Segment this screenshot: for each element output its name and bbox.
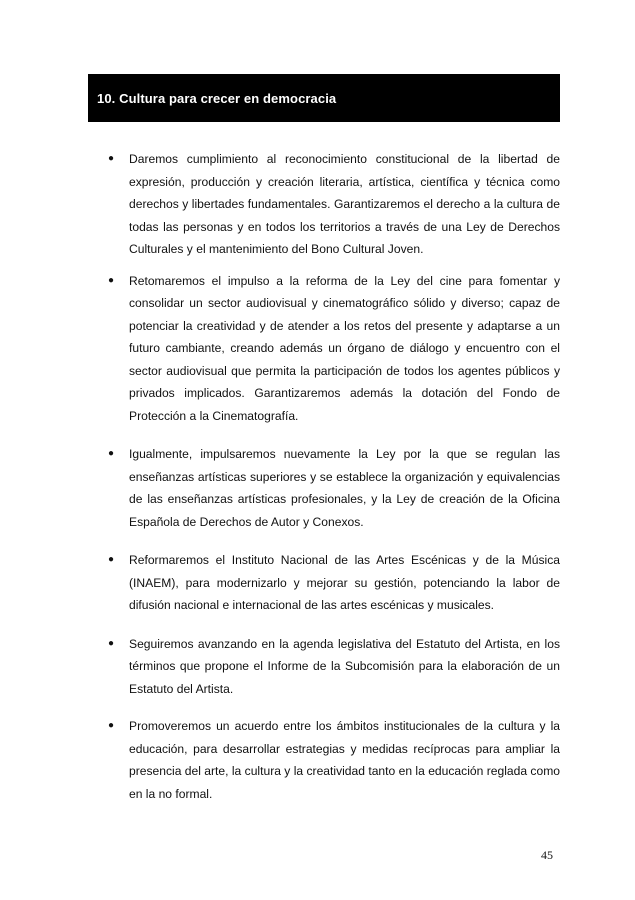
- list-item-text: Promoveremos un acuerdo entre los ámbitos institucionales de la cultura y la educación, para desarrollar estrategias y medidas recíprocas para ampliar la presencia del arte, la cultura y la creatividad tanto en la educación reglada como en la no formal.: [129, 719, 560, 801]
- bullet-list: [108, 148, 560, 805]
- bullet-icon: ●: [108, 274, 115, 286]
- list-item: [108, 633, 560, 701]
- bullet-icon: ●: [108, 153, 115, 164]
- list-item-text: Seguiremos avanzando en la agenda legislativa del Estatuto del Artista, en los términos que propone el Informe de la Subcomisión para la elaboración de un Estatuto del Artista.: [129, 636, 560, 696]
- list-item: [108, 549, 560, 617]
- bullet-icon: ●: [108, 637, 115, 649]
- list-item-text: Igualmente, impulsaremos nuevamente la Ley por la que se regulan las enseñanzas artísticas superiores y se establece la organización y equivalencias de las enseñanzas artísticas profesionales, y la Ley de creación de la Oficina Española de Derechos de Autor y Conexos.: [129, 447, 560, 529]
- section-header: [88, 74, 560, 122]
- bullet-icon: ●: [108, 720, 115, 731]
- list-item: [108, 148, 560, 261]
- list-item: [108, 443, 560, 533]
- bullet-icon: ●: [108, 554, 115, 565]
- list-item: [108, 270, 560, 428]
- page-number: 45: [541, 848, 553, 862]
- list-item-text: Retomaremos el impulso a la reforma de la Ley del cine para fomentar y consolidar un sector audiovisual y cinematográfico sólido y diverso; capaz de potenciar la creatividad y de atender a los retos del presente y adaptarse a un futuro cambiante, creando además un órgano de diálogo y encuentro con el sector audiovisual que permita la participación de todos los agentes públicos y privados implicados. Garantizaremos además la dotación del Fondo de Protección a la Cinematografía.: [129, 273, 560, 423]
- list-item: [108, 715, 560, 805]
- section-title: 10. Cultura para crecer en democracia: [97, 91, 337, 106]
- list-item-text: Daremos cumplimiento al reconocimiento constitucional de la libertad de expresión, producción y creación literaria, artística, científica y técnica como derechos y libertades fundamentales. Garantizaremos el derecho a la cultura de todas las personas y en todos los territorios a través de una Ley de Derechos Culturales y el mantenimiento del Bono Cultural Joven.: [129, 152, 560, 256]
- bullet-icon: ●: [108, 448, 115, 459]
- list-item-text: Reformaremos el Instituto Nacional de las Artes Escénicas y de la Música (INAEM), para modernizarlo y mejorar su gestión, potenciando la labor de difusión nacional e internacional de las artes escénicas y musicales.: [129, 553, 560, 612]
